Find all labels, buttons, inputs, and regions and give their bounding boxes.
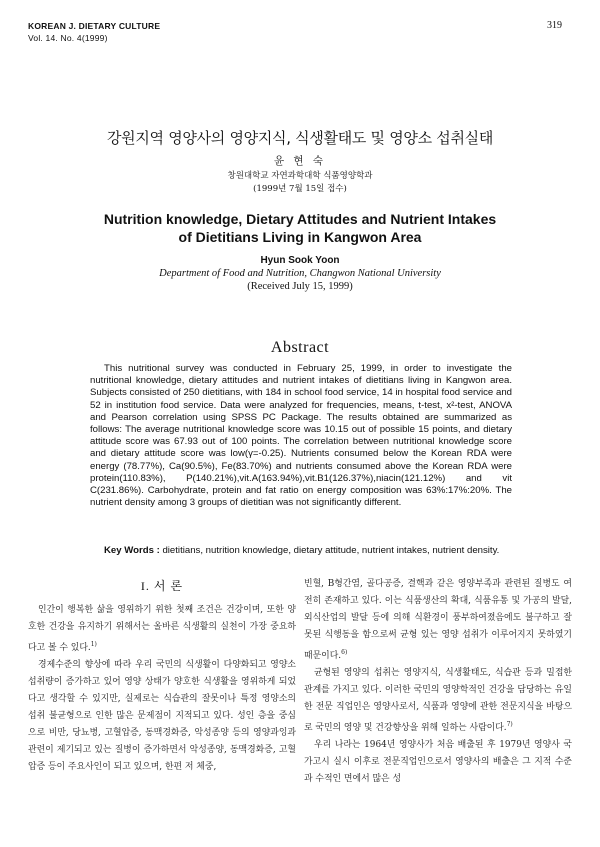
korean-author: 윤 현 숙 [273, 155, 327, 167]
paragraph-text: 우리 나라는 1964년 영양사가 처음 배출된 후 1979년 영양사 국가고시 실시 이후로 전문직업인으로서 영양사의 배출은 그 지적 수준과 수적인 면에서 많은 성 [304, 739, 572, 784]
english-affiliation: Department of Food and Nutrition, Changwon National University [159, 268, 441, 279]
journal-name: KOREAN J. DIETARY CULTURE [28, 21, 161, 31]
body-paragraph [304, 665, 572, 737]
citation: 7) [506, 720, 513, 728]
journal-header [28, 20, 160, 44]
body-paragraph [28, 602, 296, 657]
english-title-line2: of Dietitians Living in Kangwon Area [178, 229, 422, 245]
korean-affiliation: 창원대학교 자연과학대학 식품영양학과 [227, 171, 373, 181]
english-received-date: (Received July 15, 1999) [247, 281, 353, 292]
body-column-left [28, 602, 296, 776]
english-title [0, 210, 600, 246]
body-paragraph [28, 657, 296, 776]
paragraph-text: 인간이 행복한 삶을 영위하기 위한 첫째 조건은 건강이며, 또한 양호한 건강을 유지하기 위해서는 올바른 식생활의 실천이 가장 중요하다고 볼 수 있다. [28, 605, 296, 653]
keywords [104, 545, 499, 556]
paragraph-text: 경제수준의 향상에 따라 우리 국민의 식생활이 다양화되고 영양소 섭취량이 증가하고 있어 영양 상태가 양호한 식생활을 영위하게 되었다고 생각할 수 있지만, 실제로는 식습관의 잘못이나 특정 영양소의 섭취 불균형으로 인한 많은 문제점이 지적되고 있다. 성인 층을 중심으로 비만, 당뇨병, 고혈압증, 동맥경화증, 악성종양 등의 영양과잉과 관련이 제기되고 있는 질병이 증가하면서 악성종양, 동맥경화증, 고혈압증 등이 주요사인이 되고 있으며, 한편 저 체중, [28, 659, 296, 772]
section-heading-introduction: I. 서 론 [140, 579, 184, 593]
body-paragraph [304, 576, 572, 665]
journal-volume: Vol. 14. No. 4(1999) [28, 33, 108, 43]
page-number: 319 [547, 20, 562, 31]
abstract-heading: Abstract [270, 339, 330, 356]
english-title-line1: Nutrition knowledge, Dietary Attitudes and Nutrient Intakes [103, 211, 497, 227]
abstract-text: This nutritional survey was conducted in February 25, 1999, in order to investigate the nutritional knowledge, dietary attitudes and nutrient intakes of dietitians living in Kangwon area. Subjects consisted of 250 dietitians, with 184 in school food service, 14 in hospital food service and 52 in institution food service. Data were analyzed for frequencies, means, t-test, x²-test, ANOVA and Pearson correlation using SPSS PC Package. The results obtained are summarized as follows: The average nutritional knowledge score was 10.15 out of possible 15 points, and dietary attitude score was 67.93 out of 100 points. The correlation between nutritional knowledge score and dietary attitude score was low(γ=-0.25). Nutrients consumed below the Korean RDA were energy (78.77%), Ca(90.5%), Fe(83.70%) and nutrients consumed above the Korean RDA were protein(110.83%), P(140.21%),vit.A(163.94%),vit.B1(126.37%),niacin(121.12%) and vit C(231.86%). Carbohydrate, protein and fat ratio on energy composition was 63%:17%:20%. The nutrient density among 3 groups of dietitian was not significantly different. [90, 363, 512, 509]
paragraph-text: 빈혈, B형간염, 골다공증, 결핵과 같은 영양부족과 관련된 질병도 여전히 존재하고 있다. 이는 식품생산의 확대, 식품유통 및 가공의 발달, 외식산업의 발달 등에 의해 식환경이 풍부하여졌음에도 불구하고 잘못된 식행동을 함으로써 균형 있는 영양 섭취가 이루어지지 못하였기 때문이다. [304, 579, 572, 661]
citation: 1) [90, 641, 97, 648]
korean-received-date: (1999년 7월 15일 접수) [253, 184, 347, 194]
body-column-right [304, 576, 572, 788]
keywords-list: dietitians, nutrition knowledge, dietary attitude, nutrient intakes, nutrient density. [162, 545, 500, 556]
body-paragraph [304, 737, 572, 788]
english-author: Hyun Sook Yoon [260, 255, 340, 266]
citation: 6) [341, 649, 348, 656]
paragraph-text: 균형된 영양의 섭취는 영양지식, 식생활태도, 식습관 등과 밀접한 관계를 가지고 있다. 이러한 국민의 영양학적인 건강을 담당하는 유일한 전문 직업인은 영양사로서, 식품과 영양에 관한 전문지식을 바탕으로 국민의 영양 및 건강향상을 위해 일하는 사람이다. [304, 667, 572, 733]
korean-title: 강원지역 영양사의 영양지식, 식생활태도 및 영양소 섭취실태 [106, 129, 494, 147]
keywords-label: Key Words : [104, 545, 160, 556]
